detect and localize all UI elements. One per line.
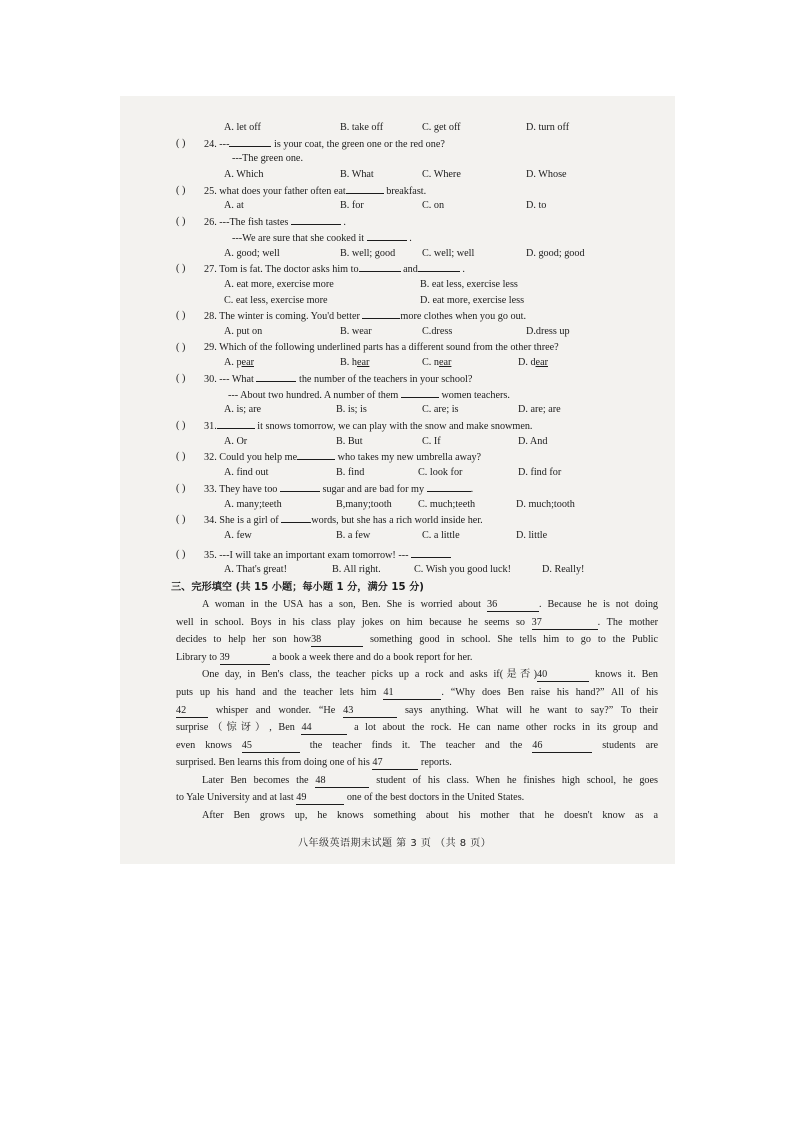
cloze-blank-46: 46 [532,740,592,753]
question-text: Could you help me [219,452,298,464]
question-number: 33. [204,483,217,495]
option-d: D. Really! [542,564,585,576]
answer-blank [256,371,296,382]
question-text: sugar and are bad for my [322,483,425,495]
question-text: . [470,483,474,495]
question-25 [176,183,658,199]
q25-options [176,198,658,214]
option-a: A. is; are [224,404,262,416]
question-24-reply [176,151,658,167]
answer-blank [401,387,439,398]
passage-line: well in school. Boys in his class play jokes on him because he seems so 37 . The mother [176,616,659,628]
passage-line: even knows 45 the teacher finds it. The teacher and the 46 students are [176,739,659,751]
cloze-blank-47: 47 [372,757,418,770]
option-a: A. put on [224,325,263,337]
answer-blank [362,308,400,319]
answer-blank [281,512,311,523]
option-b: B. is; is [336,404,367,416]
question-30 [176,371,658,387]
question-text: The winter is coming. You'd better [219,311,360,323]
option-c: C. much;teeth [418,498,476,510]
option-a: A. few [224,529,252,541]
passage-line: 42 whisper and wonder. “He 43 says anything. What will he want to say?” To their [176,704,659,716]
exam-content [171,120,659,826]
q23-option-c: C. get off [422,122,461,133]
passage-line: puts up his hand and the teacher lets him 41 . “Why does Ben raise his hand?” All of his [176,686,659,698]
question-31 [176,418,658,434]
q23-option-b: B. take off [340,122,384,133]
option-d: D. find for [518,467,562,479]
option-b: B,many;tooth [336,498,392,510]
question-text: and [403,264,418,276]
option-a: A. at [224,200,244,212]
option-c: C. well; well [422,247,475,259]
answer-bracket[interactable]: ( ) [176,341,186,353]
q32-options [176,465,658,481]
question-text: --- About two hundred. A number of them [228,389,399,401]
cloze-blank-49: 49 [296,792,344,805]
question-text: more clothes when you go out. [400,311,527,323]
cloze-blank-45: 45 [242,740,300,753]
passage-line: decides to help her son how38 something good in school. She tells him to go to the Public [176,634,659,646]
answer-blank [217,418,255,429]
cloze-blank-38: 38 [311,634,363,647]
question-number: 29. [204,341,217,353]
option-d: D. to [526,200,547,212]
page-footer: 八年级英语期末试题 第 3 页 （共 8 页） [298,838,492,849]
answer-bracket[interactable]: ( ) [176,263,186,275]
cloze-blank-39: 39 [220,652,270,665]
q24-options [176,167,658,183]
passage-line: One day, in Ben's class, the teacher picks up a rock and asks if(是否)40 knows it. Ben [202,669,659,681]
q28-options [176,324,658,340]
question-text: who takes my new umbrella away? [337,452,482,464]
section-heading-cloze: 三、完形填空 (共 15 小题；每小题 1 分，满分 15 分) [171,581,424,593]
question-text: ---The green one. [232,153,303,165]
option-d: D. eat more, exercise less [420,294,525,306]
answer-blank [229,136,271,147]
q23-option-d: D. turn off [526,122,570,133]
answer-bracket[interactable]: ( ) [176,373,186,384]
q34-options [176,528,658,544]
question-text: Tom is fat. The doctor asks him to [219,264,359,276]
question-text: words, but she has a rich world inside her. [311,515,483,527]
cloze-blank-41: 41 [383,687,441,700]
question-text: --- What [219,374,254,385]
answer-blank [346,183,384,194]
passage-line: surprise（惊讶）, Ben 44 a lot about the rock. He can name other rocks in its group and [176,722,659,734]
answer-blank [280,481,320,492]
question-number: 25. [204,185,217,197]
question-text: . [462,264,465,276]
cloze-blank-36: 36 [487,599,539,612]
question-text: it snows tomorrow, we can play with the snow and make snowmen. [257,421,533,433]
question-33 [176,481,658,497]
cloze-blank-40: 40 [537,669,589,682]
question-text: what does your father often eat [219,185,346,197]
question-text: --- [219,138,230,150]
passage-line: Library to 39 a book a week there and do a book report for her. [176,651,473,663]
question-text: ---The fish tastes [219,217,289,229]
option-d: D. good; good [526,247,585,259]
passage-line: After Ben grows up, he knows something about his mother that he doesn't know as a [202,810,658,822]
option-a: A. Or [224,435,248,447]
question-32 [176,449,658,465]
option-b: B. hear [340,357,370,369]
answer-blank [291,214,341,225]
question-text: is your coat, the green one or the red one? [274,138,445,150]
question-text: They have too [219,483,278,495]
question-number: 30. [204,374,217,385]
option-a: A. pear [224,357,254,369]
option-b: B. All right. [332,564,381,576]
question-number: 32. [204,452,217,464]
question-text: the number of the teachers in your school? [298,374,473,385]
option-c: C. near [422,357,452,369]
option-b: B. well; good [340,247,396,259]
option-b: B. But [336,435,363,447]
answer-blank [297,449,335,460]
option-a: A. Which [224,169,264,181]
option-b: B. eat less, exercise less [420,278,518,290]
option-b: B. a few [336,529,371,541]
answer-blank [427,481,471,492]
option-c: C.dress [422,325,453,337]
answer-blank [359,261,401,272]
question-number: 31. [204,421,217,433]
option-a: A. eat more, exercise more [224,278,334,290]
option-c: C. look for [418,467,463,479]
question-text: ---I will take an important exam tomorrow! --- [219,549,409,561]
passage-line: to Yale University and at last 49 one of the best doctors in the United States. [176,792,525,804]
option-c: C. Wish you good luck! [414,564,512,576]
answer-blank [411,547,451,558]
question-text: breakfast. [386,185,427,197]
answer-bracket[interactable]: ( ) [176,482,186,494]
option-b: B. What [340,169,374,181]
q29-options [176,355,658,371]
question-29 [176,340,658,356]
question-number: 35. [204,549,217,561]
answer-bracket[interactable]: ( ) [176,310,186,322]
passage-line: A woman in the USA has a son, Ben. She is worried about 36 . Because he is not doing [202,598,659,610]
q30-options [176,402,658,418]
question-26-reply [176,230,658,246]
option-c: C. on [422,200,445,212]
option-c: C. are; is [422,404,459,416]
option-d: D.dress up [526,325,570,337]
cloze-blank-43: 43 [343,705,397,718]
question-text: women teachers. [441,389,510,401]
question-28 [176,308,658,324]
cloze-passage [176,597,658,826]
q27-options-ab [176,277,658,293]
answer-bracket[interactable]: ( ) [176,514,186,526]
option-d: D. dear [518,357,548,369]
question-number: 26. [204,217,217,229]
option-a: A. many;teeth [224,498,282,510]
option-c: C. Where [422,169,461,181]
answer-bracket[interactable]: ( ) [176,216,186,228]
cloze-blank-42: 42 [176,705,208,718]
option-d: D. are; are [518,404,561,416]
option-b: B. for [340,200,364,212]
question-text: ---We are sure that she cooked it [232,232,365,244]
q31-options [176,434,658,450]
answer-bracket[interactable]: ( ) [176,451,186,463]
question-30-reply [176,387,658,403]
answer-blank [367,230,407,241]
option-b: B. find [336,467,365,479]
answer-bracket[interactable]: ( ) [176,548,186,560]
cloze-blank-37: 37 [532,617,598,630]
question-26 [176,214,658,230]
answer-bracket[interactable]: ( ) [176,184,186,196]
question-text: Which of the following underlined parts has a different sound from the other three? [219,341,559,353]
q26-options [176,246,658,262]
q23-options [176,120,658,136]
passage-line: surprised. Ben learns this from doing one of his 47 reports. [176,757,452,769]
question-35 [176,547,658,563]
question-text: She is a girl of [219,515,279,527]
answer-bracket[interactable]: ( ) [176,137,186,149]
option-c: C. eat less, exercise more [224,294,328,306]
q27-options-cd [176,293,658,309]
passage-line: Later Ben becomes the 48 student of his class. When he finishes high school, he goes [202,774,658,786]
q35-options [176,562,658,578]
question-number: 28. [204,311,217,323]
answer-blank [418,261,460,272]
question-text: . [343,217,346,229]
option-a: A. good; well [224,247,280,259]
option-b: B. wear [340,325,372,337]
question-27 [176,261,658,277]
option-d: D. much;tooth [516,498,575,510]
question-34 [176,512,658,528]
cloze-blank-48: 48 [315,775,369,788]
option-a: A. That's great! [224,564,288,576]
question-number: 27. [204,264,217,276]
q33-options [176,497,658,513]
question-number: 34. [204,515,217,527]
question-text: . [409,232,412,244]
option-c: C. If [422,435,441,447]
option-c: C. a little [422,529,460,541]
question-number: 24. [204,138,217,150]
option-d: D. Whose [526,169,567,181]
q23-option-a: A. let off [224,122,261,133]
answer-bracket[interactable]: ( ) [176,420,186,432]
option-a: A. find out [224,467,269,479]
option-d: D. little [516,529,548,541]
option-d: D. And [518,435,548,447]
question-24 [176,136,658,152]
cloze-blank-44: 44 [301,722,347,735]
